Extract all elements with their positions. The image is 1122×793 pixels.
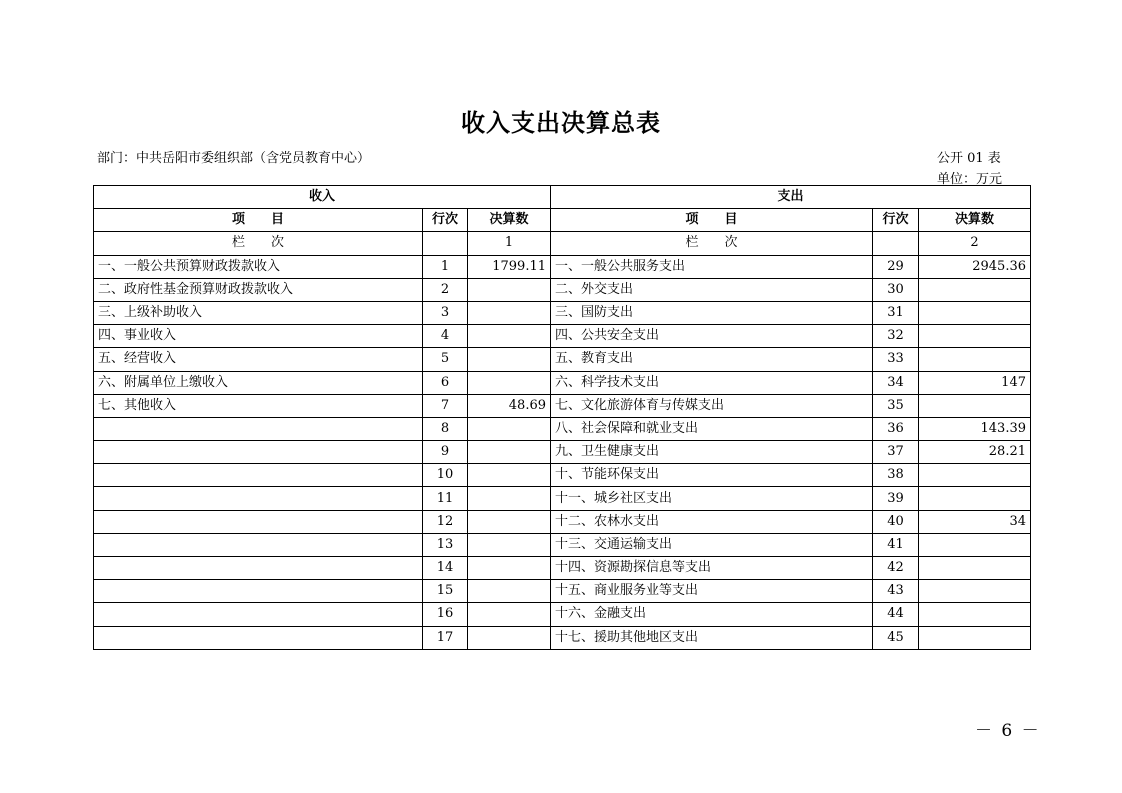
expense-amount-header: 决算数 [919, 209, 1031, 232]
expense-line-cell: 40 [873, 510, 919, 533]
income-item-cell [94, 510, 423, 533]
income-amount-cell: 48.69 [468, 394, 551, 417]
table-row [94, 580, 1031, 603]
column-header-row [94, 209, 1031, 232]
income-column-label: 栏 次 [94, 232, 423, 255]
column-number-row [94, 232, 1031, 255]
page-title: 收入支出决算总表 [461, 109, 661, 137]
expense-line-cell: 38 [873, 464, 919, 487]
table-row [94, 301, 1031, 324]
table-row [94, 487, 1031, 510]
expense-item-cell: 四、公共安全支出 [551, 325, 873, 348]
income-item-cell [94, 557, 423, 580]
table-row [94, 255, 1031, 278]
income-line-cell: 10 [423, 464, 468, 487]
income-line-blank [423, 232, 468, 255]
income-amount-cell [468, 371, 551, 394]
expense-item-cell: 十二、农林水支出 [551, 510, 873, 533]
income-item-cell: 七、其他收入 [94, 394, 423, 417]
income-amount-cell [468, 441, 551, 464]
income-item-cell [94, 580, 423, 603]
income-item-cell: 一、一般公共预算财政拨款收入 [94, 255, 423, 278]
expense-item-cell: 六、科学技术支出 [551, 371, 873, 394]
income-item-cell [94, 487, 423, 510]
expense-amount-cell: 28.21 [919, 441, 1031, 464]
income-line-cell: 5 [423, 348, 468, 371]
expense-item-cell: 十四、资源勘探信息等支出 [551, 557, 873, 580]
income-line-cell: 7 [423, 394, 468, 417]
income-amount-cell: 1799.11 [468, 255, 551, 278]
expense-item-cell: 五、教育支出 [551, 348, 873, 371]
expense-line-cell: 41 [873, 533, 919, 556]
expense-amount-cell [919, 301, 1031, 324]
income-line-cell: 4 [423, 325, 468, 348]
expense-amount-cell [919, 626, 1031, 649]
income-amount-cell [468, 580, 551, 603]
expense-amount-cell [919, 348, 1031, 371]
income-amount-cell [468, 533, 551, 556]
expense-item-cell: 十六、金融支出 [551, 603, 873, 626]
expense-amount-cell [919, 394, 1031, 417]
table-row [94, 557, 1031, 580]
expense-amount-cell [919, 325, 1031, 348]
income-amount-cell [468, 603, 551, 626]
expense-amount-cell: 143.39 [919, 417, 1031, 440]
table-row [94, 464, 1031, 487]
income-amount-cell [468, 417, 551, 440]
table-row [94, 533, 1031, 556]
income-amount-cell [468, 557, 551, 580]
income-line-cell: 1 [423, 255, 468, 278]
income-line-cell: 2 [423, 278, 468, 301]
income-line-cell: 9 [423, 441, 468, 464]
expense-amount-cell [919, 580, 1031, 603]
expense-line-cell: 33 [873, 348, 919, 371]
table-row [94, 371, 1031, 394]
table-row [94, 348, 1031, 371]
income-amount-cell [468, 348, 551, 371]
unit-label: 单位：万元 [937, 172, 1003, 187]
income-item-cell [94, 417, 423, 440]
expense-item-header: 项 目 [551, 209, 873, 232]
expense-line-cell: 42 [873, 557, 919, 580]
income-amount-cell [468, 325, 551, 348]
income-line-cell: 14 [423, 557, 468, 580]
expense-item-cell: 十五、商业服务业等支出 [551, 580, 873, 603]
table-row [94, 394, 1031, 417]
table-row [94, 603, 1031, 626]
expense-line-blank [873, 232, 919, 255]
income-line-header: 行次 [423, 209, 468, 232]
expense-amount-cell: 2945.36 [919, 255, 1031, 278]
table-row [94, 278, 1031, 301]
expense-line-cell: 30 [873, 278, 919, 301]
expense-line-cell: 39 [873, 487, 919, 510]
expense-line-cell: 43 [873, 580, 919, 603]
expense-item-cell: 二、外交支出 [551, 278, 873, 301]
income-amount-cell [468, 510, 551, 533]
expense-amount-cell [919, 464, 1031, 487]
expense-amount-cell [919, 603, 1031, 626]
income-line-cell: 12 [423, 510, 468, 533]
income-amount-header: 决算数 [468, 209, 551, 232]
expense-item-cell: 十七、援助其他地区支出 [551, 626, 873, 649]
expense-line-cell: 31 [873, 301, 919, 324]
expense-amount-cell [919, 557, 1031, 580]
income-item-cell [94, 441, 423, 464]
income-amount-cell [468, 278, 551, 301]
expense-line-cell: 44 [873, 603, 919, 626]
income-item-cell [94, 533, 423, 556]
income-column-number: 1 [468, 232, 551, 255]
income-line-cell: 3 [423, 301, 468, 324]
expense-amount-cell [919, 533, 1031, 556]
expense-item-cell: 一、一般公共服务支出 [551, 255, 873, 278]
table-row [94, 626, 1031, 649]
income-section-header: 收入 [94, 186, 551, 209]
income-amount-cell [468, 487, 551, 510]
expense-item-cell: 十、节能环保支出 [551, 464, 873, 487]
expense-line-cell: 32 [873, 325, 919, 348]
expense-amount-cell [919, 278, 1031, 301]
table-row [94, 417, 1031, 440]
expense-item-cell: 十三、交通运输支出 [551, 533, 873, 556]
income-line-cell: 17 [423, 626, 468, 649]
income-item-cell: 六、附属单位上缴收入 [94, 371, 423, 394]
income-item-cell: 五、经营收入 [94, 348, 423, 371]
table-row [94, 325, 1031, 348]
summary-table [93, 185, 1031, 650]
income-item-cell [94, 603, 423, 626]
expense-item-cell: 九、卫生健康支出 [551, 441, 873, 464]
income-line-cell: 6 [423, 371, 468, 394]
income-line-cell: 15 [423, 580, 468, 603]
expense-line-cell: 34 [873, 371, 919, 394]
income-item-cell: 三、上级补助收入 [94, 301, 423, 324]
expense-line-cell: 29 [873, 255, 919, 278]
expense-line-cell: 45 [873, 626, 919, 649]
form-number: 公开 01 表 [937, 151, 1001, 166]
expense-column-number: 2 [919, 232, 1031, 255]
income-line-cell: 11 [423, 487, 468, 510]
expense-amount-cell: 34 [919, 510, 1031, 533]
expense-section-header: 支出 [551, 186, 1031, 209]
income-item-cell [94, 464, 423, 487]
income-item-header: 项 目 [94, 209, 423, 232]
expense-item-cell: 十一、城乡社区支出 [551, 487, 873, 510]
income-amount-cell [468, 626, 551, 649]
income-line-cell: 16 [423, 603, 468, 626]
page-number: － 6 － [975, 721, 1041, 741]
table-row [94, 441, 1031, 464]
table-row [94, 510, 1031, 533]
expense-line-header: 行次 [873, 209, 919, 232]
expense-amount-cell: 147 [919, 371, 1031, 394]
income-amount-cell [468, 301, 551, 324]
income-item-cell: 二、政府性基金预算财政拨款收入 [94, 278, 423, 301]
income-item-cell: 四、事业收入 [94, 325, 423, 348]
income-line-cell: 13 [423, 533, 468, 556]
section-header-row [94, 186, 1031, 209]
expense-line-cell: 36 [873, 417, 919, 440]
income-item-cell [94, 626, 423, 649]
expense-line-cell: 35 [873, 394, 919, 417]
expense-item-cell: 七、文化旅游体育与传媒支出 [551, 394, 873, 417]
department-label: 部门：中共岳阳市委组织部（含党员教育中心） [97, 151, 371, 166]
income-amount-cell [468, 464, 551, 487]
expense-column-label: 栏 次 [551, 232, 873, 255]
expense-item-cell: 八、社会保障和就业支出 [551, 417, 873, 440]
expense-item-cell: 三、国防支出 [551, 301, 873, 324]
expense-line-cell: 37 [873, 441, 919, 464]
expense-amount-cell [919, 487, 1031, 510]
income-line-cell: 8 [423, 417, 468, 440]
